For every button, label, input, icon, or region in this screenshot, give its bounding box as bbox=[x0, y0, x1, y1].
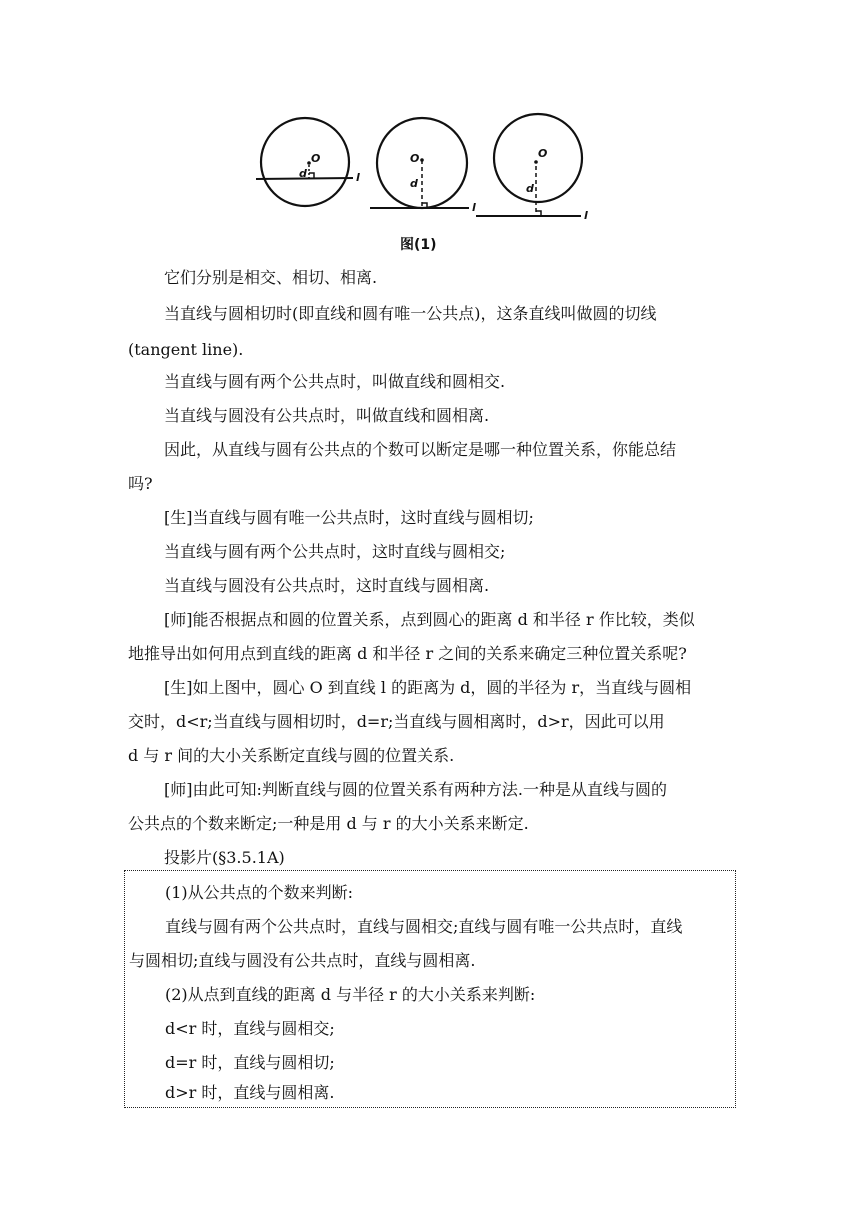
paragraph-line: [师]能否根据点和圆的位置关系，点到圆心的距离 d 和半径 r 作比较，类似 bbox=[164, 610, 695, 629]
paragraph-line: 当直线与圆没有公共点时，叫做直线和圆相离. bbox=[164, 406, 490, 425]
paragraph-line: 投影片(§3.5.1A) bbox=[164, 848, 285, 867]
paragraph-line: 公共点的个数来断定;一种是用 d 与 r 的大小关系来断定. bbox=[128, 814, 529, 833]
paragraph-line: 当直线与圆有两个公共点时，这时直线与圆相交; bbox=[164, 542, 506, 561]
box-line: d>r 时，直线与圆相离. bbox=[165, 1083, 335, 1102]
circle-intersect bbox=[261, 118, 349, 206]
figure-caption: 图(1) bbox=[400, 237, 437, 253]
label-d-3: d bbox=[526, 182, 534, 195]
paragraph-line: d 与 r 间的大小关系断定直线与圆的位置关系. bbox=[128, 746, 455, 765]
paragraph-line: (tangent line). bbox=[128, 340, 244, 359]
label-o-3: O bbox=[538, 147, 548, 160]
paragraph-line: 交时，d<r;当直线与圆相切时，d=r;当直线与圆相离时，d>r，因此可以用 bbox=[128, 712, 665, 731]
paragraph-line: 当直线与圆有两个公共点时，叫做直线和圆相交. bbox=[164, 372, 506, 391]
box-line: d<r 时，直线与圆相交; bbox=[165, 1019, 335, 1038]
label-o-2: O bbox=[410, 152, 420, 165]
box-line: d=r 时，直线与圆相切; bbox=[165, 1053, 335, 1072]
paragraph-line: 吗? bbox=[128, 474, 153, 493]
paragraph-line: 地推导出如何用点到直线的距离 d 和半径 r 之间的关系来确定三种位置关系呢? bbox=[128, 644, 687, 663]
label-l-1: l bbox=[356, 171, 360, 184]
label-l-3: l bbox=[584, 209, 588, 222]
paragraph-line: [师]由此可知:判断直线与圆的位置关系有两种方法.一种是从直线与圆的 bbox=[164, 780, 667, 799]
box-line: (2)从点到直线的距离 d 与半径 r 的大小关系来判断: bbox=[165, 985, 536, 1004]
paragraph-line: 它们分别是相交、相切、相离. bbox=[164, 268, 378, 287]
paragraph-line: [生]当直线与圆有唯一公共点时，这时直线与圆相切; bbox=[164, 508, 534, 527]
label-d-2: d bbox=[410, 177, 418, 190]
label-d-1: d bbox=[299, 167, 307, 180]
summary-box bbox=[124, 870, 736, 1108]
paragraph-line: [生]如上图中，圆心 O 到直线 l 的距离为 d，圆的半径为 r，当直线与圆相 bbox=[164, 678, 692, 697]
label-o-1: O bbox=[311, 152, 321, 165]
paragraph-line: 当直线与圆没有公共点时，这时直线与圆相离. bbox=[164, 576, 490, 595]
paragraph-line: 当直线与圆相切时(即直线和圆有唯一公共点)，这条直线叫做圆的切线 bbox=[164, 304, 657, 323]
label-l-2: l bbox=[472, 201, 476, 214]
box-line: 与圆相切;直线与圆没有公共点时，直线与圆相离. bbox=[129, 951, 476, 970]
paragraph-line: 因此，从直线与圆有公共点的个数可以断定是哪一种位置关系，你能总结 bbox=[164, 440, 677, 459]
box-line: (1)从公共点的个数来判断: bbox=[165, 883, 354, 902]
box-line: 直线与圆有两个公共点时，直线与圆相交;直线与圆有唯一公共点时，直线 bbox=[165, 917, 683, 936]
